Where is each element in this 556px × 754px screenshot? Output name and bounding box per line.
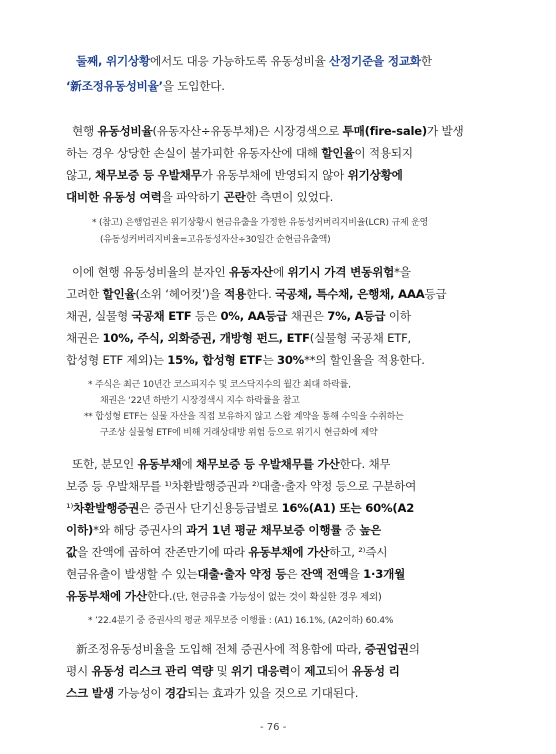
note2-line-4: 구조상 실물형 ETF에 비해 거래상대방 위험 등으로 위기시 현금화에 제약 xyxy=(100,428,378,438)
p5-line-3: 스크 발생 가능성이 경감되는 효과가 있을 것으로 기대된다. xyxy=(66,686,359,700)
p1-line-1: 둘째, 위기상황에서도 대응 가능하도록 유동성비율 산정기준을 정교화한 xyxy=(76,54,432,68)
p3-line-3: 채권, 실물형 국공채 ETF 등은 0%, AA등급 채권은 7%, A등급 이하 xyxy=(66,309,411,323)
p2-line-3: 않고, 채무보증 등 우발채무가 유동부채에 반영되지 않아 위기상황에 xyxy=(66,168,403,182)
note1-line-2: (유동성커버리지비율=고유동성자산÷30일간 순현금유출액) xyxy=(100,235,331,245)
p4-line-2: 보증 등 우발채무를 ¹⁾차환발행증권과 ²⁾대출·출자 약정 등으로 구분하여 xyxy=(66,479,417,493)
p4-line-1: 또한, 분모인 유동부채에 채무보증 등 우발채무를 가산한다. 채무 xyxy=(72,457,391,471)
p4-line-4: 이하)*와 해당 증권사의 과거 1년 평균 채무보증 이행률 중 높은 xyxy=(66,523,382,537)
p1-line-2: ‘新조정유동성비율’을 도입한다. xyxy=(66,79,225,93)
p4-line-6: 현금유출이 발생할 수 있는대출·출자 약정 등은 잔액 전액을 1·3개월 xyxy=(66,567,406,581)
p2-line-2: 하는 경우 상당한 손실이 불가피한 유동자산에 대해 할인율이 적용되지 xyxy=(66,146,413,160)
p2-line-1: 현행 유동성비율(유동자산÷유동부채)은 시장경색으로 투매(fire-sale)가 발생 xyxy=(72,124,464,138)
p4-line-3: ¹⁾차환발행증권은 증권사 단기신용등급별로 16%(A1) 또는 60%(A2 xyxy=(66,501,415,515)
p2-line-4: 대비한 유동성 여력을 파악하기 곤란한 측면이 있었다. xyxy=(66,190,334,204)
note1-line-1: * (참고) 은행업권은 위기상황시 현금유출을 가정한 유동성커버리지비율(LCR) 규제 운영 xyxy=(92,218,429,228)
p1-emphasis: 둘째, 위기상황 xyxy=(76,54,151,68)
p4-line-5: 값을 잔액에 곱하여 잔존만기에 따라 유동부채에 가산하고, ²⁾즉시 xyxy=(66,545,388,559)
p3-line-2: 고려한 할인율(소위 ‘헤어컷’)을 적용한다. 국공채, 특수채, 은행채, AAA등급 xyxy=(66,287,447,301)
note3-line-1: * ’22.4분기 중 증권사의 평균 채무보증 이행률 : (A1) 16.1%, (A2이하) 60.4% xyxy=(88,616,394,626)
note2-line-1: * 주식은 최근 10년간 코스피지수 및 코스닥지수의 월간 최대 하락률, xyxy=(88,380,351,390)
p5-line-1: 新조정유동성비율을 도입해 전체 증권사에 적용함에 따라, 증권업권의 xyxy=(76,642,420,656)
note2-line-3: ** 합성형 ETF는 실물 자산을 직접 보유하지 않고 스왑 계약을 통해 수익을 수취하는 xyxy=(84,412,404,422)
note2-line-2: 채권은 ‘22년 하반기 시장경색시 지수 하락률을 참고 xyxy=(100,396,300,406)
p3-line-4: 채권은 10%, 주식, 외화증권, 개방형 펀드, ETF(실물형 국공채 ETF, xyxy=(66,331,412,345)
p4-line-7: 유동부채에 가산한다.(단, 현금유출 가능성이 없는 것이 확실한 경우 제외) xyxy=(66,589,382,603)
p3-line-5: 합성형 ETF 제외)는 15%, 합성형 ETF는 30%**의 할인율을 적용한다. xyxy=(66,353,425,367)
p5-line-2: 평시 유동성 리스크 관리 역량 및 위기 대응력이 제고되어 유동성 리 xyxy=(66,664,400,678)
p3-line-1: 이에 현행 유동성비율의 분자인 유동자산에 위기시 가격 변동위험*을 xyxy=(72,265,411,279)
page-number: - 76 - xyxy=(260,722,287,733)
